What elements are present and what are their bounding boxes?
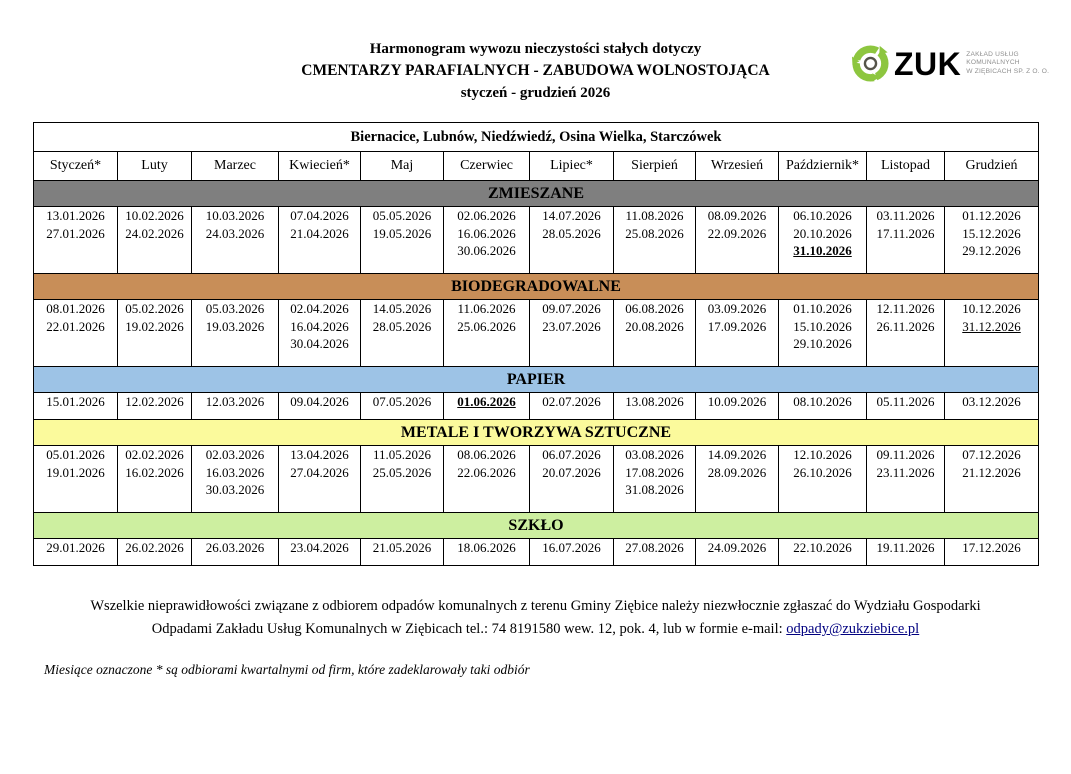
date-cell: [192, 539, 279, 566]
date: 27.01.2026: [46, 225, 105, 241]
date: 08.01.2026: [46, 301, 105, 316]
date: 26.11.2026: [876, 318, 935, 334]
date: 16.04.2026: [290, 318, 349, 334]
date-cell: [614, 207, 696, 274]
date: 09.07.2026: [542, 301, 601, 316]
date: 12.11.2026: [876, 301, 935, 316]
date: 22.10.2026: [793, 540, 852, 555]
date: 31.08.2026: [625, 482, 684, 497]
date: 07.05.2026: [372, 394, 432, 409]
date: 28.09.2026: [707, 464, 767, 480]
date: 05.02.2026: [125, 301, 184, 316]
date: 11.06.2026: [457, 301, 516, 316]
date: 05.01.2026: [46, 447, 105, 462]
date: 22.09.2026: [707, 225, 767, 241]
title-line1: Harmonogram wywozu nieczystości stałych dotyczy: [369, 41, 702, 57]
date-cell: [118, 446, 192, 513]
footer-text: [0, 595, 1071, 641]
date: 10.09.2026: [707, 394, 767, 409]
logo-brand-text: ZUK: [894, 45, 962, 82]
date: 13.08.2026: [625, 394, 684, 409]
date-cell: [696, 393, 779, 420]
date: 24.03.2026: [205, 225, 265, 241]
date-cell: [444, 446, 530, 513]
month-header: Maj: [361, 152, 444, 181]
section-band: BIODEGRADOWALNE: [34, 274, 1039, 300]
month-header: Lipiec*: [530, 152, 614, 181]
date: 06.10.2026: [793, 208, 852, 223]
schedule-table: [33, 122, 1039, 566]
date: 08.06.2026: [457, 447, 516, 462]
date: 13.01.2026: [46, 208, 105, 223]
date-cell: [361, 207, 444, 274]
section-band: METALE I TWORZYWA SZTUCZNE: [34, 420, 1039, 446]
date-cell: [279, 207, 361, 274]
date-cell: [696, 300, 779, 367]
date: 25.05.2026: [372, 464, 432, 480]
date: 19.02.2026: [125, 318, 184, 334]
date-cell: [696, 539, 779, 566]
date: 15.10.2026: [793, 318, 852, 334]
date: 08.10.2026: [793, 394, 852, 409]
date-cell: [444, 300, 530, 367]
date: 12.10.2026: [793, 447, 852, 462]
date: 03.08.2026: [625, 447, 684, 462]
date: 11.08.2026: [625, 208, 684, 223]
date: 26.03.2026: [205, 540, 265, 555]
date-cell: [614, 393, 696, 420]
date-cell: [867, 207, 945, 274]
date: 23.11.2026: [876, 464, 935, 480]
date-cell: [530, 393, 614, 420]
month-header: Marzec: [192, 152, 279, 181]
date-cell: [779, 393, 867, 420]
company-logo: [852, 45, 1049, 82]
date: 30.04.2026: [290, 336, 349, 351]
date: 01.10.2026: [793, 301, 852, 316]
date: 16.07.2026: [542, 540, 601, 555]
date: 12.02.2026: [125, 394, 184, 409]
date-cell: [945, 207, 1039, 274]
date: 20.08.2026: [625, 318, 684, 334]
date: 03.11.2026: [876, 208, 935, 223]
date-cell: [192, 446, 279, 513]
date: 31.10.2026: [793, 243, 852, 258]
date: 17.11.2026: [876, 225, 935, 241]
date: 21.05.2026: [372, 540, 432, 555]
date-cell: [779, 446, 867, 513]
title-line2: CMENTARZY PARAFIALNYCH - ZABUDOWA WOLNOSTOJĄCA: [301, 62, 770, 79]
date: 02.06.2026: [457, 208, 516, 223]
date: 05.03.2026: [205, 301, 265, 316]
date-cell: [696, 446, 779, 513]
date: 17.08.2026: [625, 464, 684, 480]
date-cell: [34, 446, 118, 513]
section-band: PAPIER: [34, 367, 1039, 393]
date: 31.12.2026: [962, 318, 1021, 334]
date: 07.04.2026: [290, 208, 349, 223]
date-cell: [779, 300, 867, 367]
date-cell: [118, 300, 192, 367]
month-header: Listopad: [867, 152, 945, 181]
date-cell: [945, 393, 1039, 420]
date: 06.08.2026: [625, 301, 684, 316]
date: 15.12.2026: [962, 225, 1021, 241]
date: 14.05.2026: [372, 301, 432, 316]
recycle-icon: [852, 45, 889, 82]
date-cell: [945, 300, 1039, 367]
date-cell: [867, 446, 945, 513]
date: 06.07.2026: [542, 447, 601, 462]
month-header: Kwiecień*: [279, 152, 361, 181]
date: 30.03.2026: [205, 482, 265, 497]
date-cell: [530, 539, 614, 566]
date-cell: [34, 393, 118, 420]
date-cell: [530, 207, 614, 274]
date: 25.06.2026: [457, 318, 516, 334]
email-link[interactable]: odpady@zukziebice.pl: [786, 621, 920, 637]
date: 29.12.2026: [962, 243, 1021, 258]
date-cell: [279, 539, 361, 566]
section-band: SZKŁO: [34, 513, 1039, 539]
date: 14.09.2026: [707, 447, 767, 462]
date-cell: [361, 393, 444, 420]
month-header: Sierpień: [614, 152, 696, 181]
date-cell: [530, 446, 614, 513]
date-cell: [279, 300, 361, 367]
date-cell: [444, 393, 530, 420]
date: 02.03.2026: [205, 447, 265, 462]
section-band: ZMIESZANE: [34, 181, 1039, 207]
month-header: Czerwiec: [444, 152, 530, 181]
date: 25.08.2026: [625, 225, 684, 241]
date: 26.10.2026: [793, 464, 852, 480]
date-cell: [361, 300, 444, 367]
date: 16.03.2026: [205, 464, 265, 480]
date: 19.05.2026: [372, 225, 432, 241]
date-cell: [530, 300, 614, 367]
date: 02.04.2026: [290, 301, 349, 316]
date: 05.05.2026: [372, 208, 432, 223]
date: 17.12.2026: [962, 540, 1021, 555]
date: 27.08.2026: [625, 540, 684, 555]
month-header: Luty: [118, 152, 192, 181]
date-cell: [614, 300, 696, 367]
date-cell: [361, 539, 444, 566]
date: 30.06.2026: [457, 243, 516, 258]
date: 21.04.2026: [290, 225, 349, 241]
date: 19.03.2026: [205, 318, 265, 334]
date: 24.09.2026: [707, 540, 767, 555]
date-cell: [34, 207, 118, 274]
date: 01.06.2026: [457, 394, 516, 409]
date: 22.06.2026: [457, 464, 516, 480]
date: 02.02.2026: [125, 447, 184, 462]
date: 21.12.2026: [962, 464, 1021, 480]
date: 05.11.2026: [876, 394, 935, 409]
logo-subtext: ZAKŁAD USŁUG KOMUNALNYCH W ZIĘBICACH SP. Z O. O.: [966, 51, 1050, 75]
date: 20.10.2026: [793, 225, 852, 241]
date-cell: [192, 207, 279, 274]
date: 09.04.2026: [290, 394, 349, 409]
date: 10.03.2026: [205, 208, 265, 223]
date: 03.12.2026: [962, 394, 1021, 409]
date: 01.12.2026: [962, 208, 1021, 223]
month-header: Grudzień: [945, 152, 1039, 181]
date-cell: [361, 446, 444, 513]
date: 07.12.2026: [962, 447, 1021, 462]
date: 20.07.2026: [542, 464, 601, 480]
date: 17.09.2026: [707, 318, 767, 334]
date-cell: [867, 300, 945, 367]
localities-header: Biernacice, Lubnów, Niedźwiedź, Osina Wielka, Starczówek: [34, 123, 1039, 152]
date: 24.02.2026: [125, 225, 184, 241]
month-header: Wrzesień: [696, 152, 779, 181]
date-cell: [779, 207, 867, 274]
date: 10.12.2026: [962, 301, 1021, 316]
date: 19.11.2026: [876, 540, 935, 555]
date: 12.03.2026: [205, 394, 265, 409]
footer-line1: Wszelkie nieprawidłowości związane z odbiorem odpadów komunalnych z terenu Gminy Ziębice należy niezwłocznie zgłaszać do Wydziału Gospodarki: [90, 598, 981, 614]
date-cell: [945, 539, 1039, 566]
month-header: Styczeń*: [34, 152, 118, 181]
date-cell: [118, 207, 192, 274]
date: 16.02.2026: [125, 464, 184, 480]
date: 09.11.2026: [876, 447, 935, 462]
date: 18.06.2026: [457, 540, 516, 555]
date: 28.05.2026: [372, 318, 432, 334]
date: 19.01.2026: [46, 464, 105, 480]
date: 16.06.2026: [457, 225, 516, 241]
date-cell: [945, 446, 1039, 513]
title-line3: styczeń - grudzień 2026: [460, 85, 611, 101]
date: 03.09.2026: [707, 301, 767, 316]
date: 10.02.2026: [125, 208, 184, 223]
date-cell: [34, 300, 118, 367]
date: 26.02.2026: [125, 540, 184, 555]
date: 23.07.2026: [542, 318, 601, 334]
date: 29.01.2026: [46, 540, 105, 555]
date-cell: [444, 207, 530, 274]
month-header: Październik*: [779, 152, 867, 181]
date-cell: [779, 539, 867, 566]
date: 14.07.2026: [542, 208, 601, 223]
date-cell: [34, 539, 118, 566]
date: 13.04.2026: [290, 447, 349, 462]
date: 29.10.2026: [793, 336, 852, 351]
date: 22.01.2026: [46, 318, 105, 334]
date: 02.07.2026: [542, 394, 601, 409]
date: 11.05.2026: [372, 447, 432, 462]
date-cell: [192, 300, 279, 367]
date-cell: [279, 446, 361, 513]
date: 27.04.2026: [290, 464, 349, 480]
date-cell: [614, 446, 696, 513]
date-cell: [118, 539, 192, 566]
date-cell: [279, 393, 361, 420]
date-cell: [867, 539, 945, 566]
date-cell: [444, 539, 530, 566]
date-cell: [614, 539, 696, 566]
date: 15.01.2026: [46, 394, 105, 409]
footer-line2: Odpadami Zakładu Usług Komunalnych w Ziębicach tel.: 74 8191580 wew. 12, pok. 4, lub w formie e-mail:: [151, 621, 787, 637]
date-cell: [192, 393, 279, 420]
date-cell: [696, 207, 779, 274]
asterisk-note: Miesiące oznaczone * są odbiorami kwartalnymi od firm, które zadeklarowały taki odbiór: [44, 662, 530, 677]
date-cell: [867, 393, 945, 420]
date: 23.04.2026: [290, 540, 349, 555]
date-cell: [118, 393, 192, 420]
date: 08.09.2026: [707, 208, 767, 223]
date: 28.05.2026: [542, 225, 601, 241]
